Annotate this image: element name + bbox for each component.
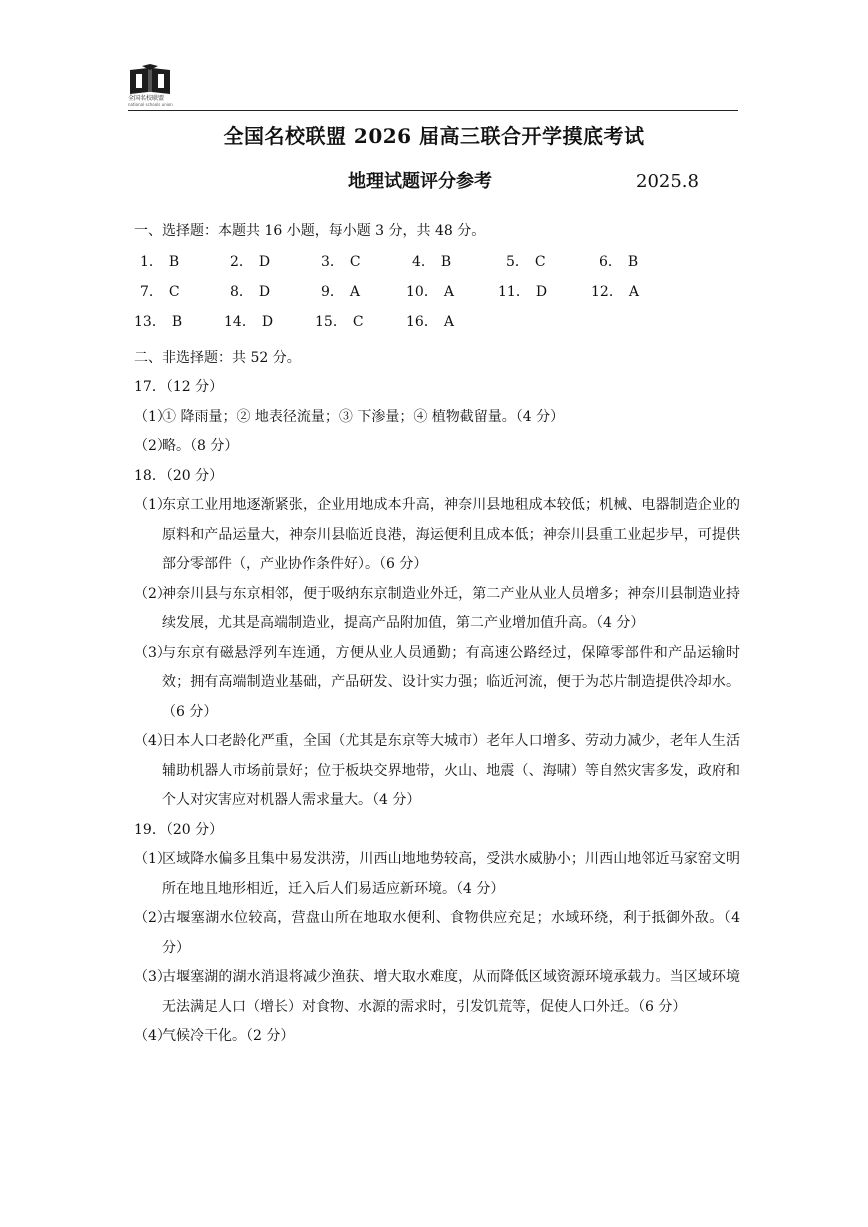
- part-text: 古堰塞湖的湖水消退将减少渔获、增大取水难度，从而降低区域资源环境承载力。当区域环境无法满足人口（增长）对食物、水源的需求时，引发饥荒等，促使人口外迁。（6 分）: [162, 969, 740, 1015]
- answer-item: 8． D: [230, 283, 271, 300]
- answer-item: 7． C: [140, 283, 180, 300]
- answer-item: 4． B: [412, 253, 452, 270]
- part-number: （2）: [134, 585, 171, 602]
- answer-part: [134, 403, 740, 433]
- part-number: （4）: [134, 733, 171, 749]
- answer-item: 3． C: [321, 253, 361, 270]
- part-number: （2）: [134, 910, 171, 926]
- exam-date: 2025.8: [636, 171, 699, 192]
- answer-item: 12． A: [591, 283, 639, 300]
- answer-part: [134, 639, 740, 728]
- answer-part: [134, 1022, 740, 1052]
- answer-part: [134, 845, 740, 904]
- answer-item: 15． C: [315, 313, 364, 330]
- part-number: （4）: [134, 1028, 171, 1044]
- part-text: 古堰塞湖水位较高，营盘山所在地取水便利、食物供应充足；水域环绕，利于抵御外敌。（4 分）: [162, 910, 740, 956]
- answer-part: [134, 727, 740, 816]
- answer-item: 6． B: [599, 253, 639, 270]
- part-text: 区域降水偏多且集中易发洪涝，川西山地地势较高，受洪水威胁小；川西山地邻近马家窑文明所在地且地形相近，迁入后人们易适应新环境。（4 分）: [162, 851, 740, 897]
- answer-item: 13． B: [134, 313, 183, 330]
- section-heading: 一、选择题：本题共 16 小题，每小题 3 分，共 48 分。: [134, 223, 486, 239]
- book-logo-icon: [128, 64, 172, 96]
- part-text: 略。（8 分）: [162, 438, 239, 454]
- part-number: （1）: [134, 851, 171, 867]
- part-text: 气候冷干化。（2 分）: [162, 1028, 295, 1044]
- section-heading: 二、非选择题：共 52 分。: [134, 349, 301, 366]
- answer-part: [134, 963, 740, 1022]
- answer-key-body: [134, 217, 740, 1052]
- answer-part: [134, 580, 740, 639]
- answer-part: [134, 491, 740, 580]
- answer-part: [134, 432, 740, 462]
- part-text: 东京工业用地逐渐紧张，企业用地成本升高，神奈川县地租成本较低；机械、电器制造企业的原料和产品运量大，神奈川县临近良港，海运便利且成本低；神奈川县重工业起步早，可提供部分零部件（，产业协作条件好）。（6 分）: [162, 497, 740, 572]
- answer-part: [134, 904, 740, 963]
- answer-item: 9． A: [321, 283, 361, 300]
- answer-item: 16． A: [406, 313, 454, 330]
- answer-item: 5． C: [506, 253, 546, 270]
- page-subtitle: 地理试题评分参考: [348, 171, 492, 192]
- part-number: （3）: [134, 644, 171, 661]
- logo-caption: 全国名校联盟: [128, 95, 165, 102]
- answer-row: [134, 277, 740, 307]
- answer-row: [134, 247, 740, 277]
- part-number: （1）: [134, 497, 171, 513]
- part-text: 日本人口老龄化严重，全国（尤其是东京等大城市）老年人口增多、劳动力减少，老年人生活辅助机器人市场前景好；位于板块交界地带，火山、地震（、海啸）等自然灾害多发，政府和个人对灾害应对机器人需求量大。（4 分）: [162, 733, 740, 808]
- part-number: （2）: [134, 438, 171, 454]
- answer-item: 11． D: [498, 283, 548, 300]
- question-heading: 18．（20 分）: [134, 467, 224, 484]
- answer-row: [134, 307, 740, 337]
- answer-item: 14． D: [224, 313, 274, 330]
- question-heading: 17．（12 分）: [134, 379, 224, 395]
- question-heading: 19．（20 分）: [134, 821, 224, 838]
- part-text: 神奈川县与东京相邻，便于吸纳东京制造业外迁，第二产业从业人员增多；神奈川县制造业持续发展，尤其是高端制造业，提高产品附加值，第二产业增加值升高。（4 分）: [162, 585, 740, 631]
- answer-item: 10． A: [406, 283, 454, 300]
- part-number: （1）: [134, 408, 171, 425]
- part-number: （3）: [134, 969, 171, 985]
- part-text: ① 降雨量；② 地表径流量；③ 下渗量；④ 植物截留量。（4 分）: [162, 408, 565, 425]
- answer-item: 1． B: [140, 253, 180, 270]
- page-title: 全国名校联盟 2026 届高三联合开学摸底考试: [223, 124, 645, 148]
- header-divider: [128, 110, 738, 111]
- part-text: 与东京有磁悬浮列车连通，方便从业人员通勤；有高速公路经过，保障零部件和产品运输时效；拥有高端制造业基础，产品研发、设计实力强；临近河流，便于为芯片制造提供冷却水。（6 分）: [162, 644, 740, 720]
- answer-item: 2． D: [230, 253, 271, 270]
- logo-subcaption: national schools union: [128, 102, 173, 107]
